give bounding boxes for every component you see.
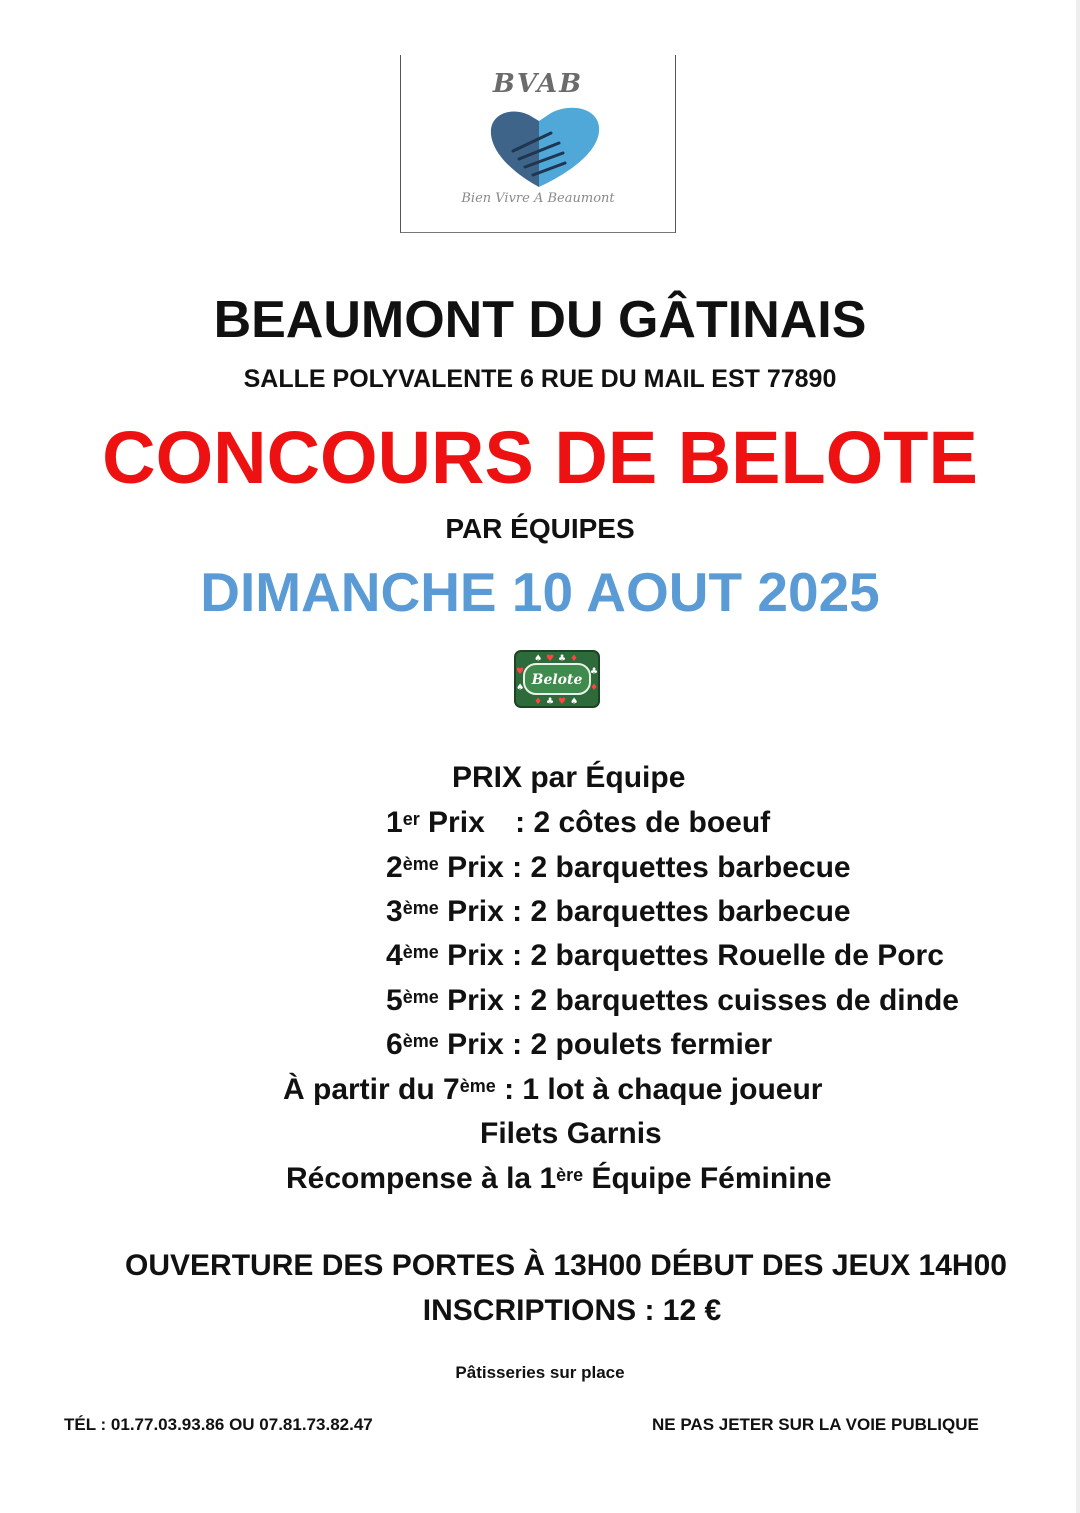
prize-line-4 bbox=[386, 938, 944, 974]
women-text: Équipe Féminine bbox=[591, 1162, 832, 1195]
svg-text:♣: ♣ bbox=[546, 697, 555, 707]
card-suits-icon bbox=[514, 650, 600, 708]
svg-text:♥: ♥ bbox=[546, 654, 555, 664]
page-edge bbox=[1076, 0, 1080, 1513]
women-prefix: Récompense à la 1 bbox=[286, 1162, 557, 1195]
prize-rank: 5 bbox=[386, 984, 403, 1017]
prize-text: 2 barquettes barbecue bbox=[530, 851, 851, 884]
prize-text: 2 barquettes Rouelle de Porc bbox=[530, 939, 944, 972]
prize-rank: 6 bbox=[386, 1028, 403, 1061]
prize-rank-suffix: ème bbox=[402, 987, 439, 1007]
svg-text:♦: ♦ bbox=[590, 683, 599, 693]
prize-rank-suffix: er bbox=[402, 809, 420, 829]
venue-address: SALLE POLYVALENTE 6 RUE DU MAIL EST 77890 bbox=[243, 365, 837, 393]
prize-rank: 1 bbox=[386, 806, 403, 839]
town-name: BEAUMONT DU GÂTINAIS bbox=[213, 291, 867, 349]
prize-line-seventh bbox=[283, 1072, 822, 1108]
opening-hours: OUVERTURE DES PORTES À 13H00 DÉBUT DES JEUX 14H00 bbox=[125, 1249, 1007, 1282]
seventh-text: : 1 lot à chaque joueur bbox=[504, 1073, 823, 1106]
prize-line-6 bbox=[386, 1027, 772, 1063]
badge-label: Belote bbox=[531, 672, 583, 688]
seventh-suffix: ème bbox=[459, 1076, 496, 1096]
prize-colon: : bbox=[512, 1028, 523, 1061]
prize-rank-suffix: ème bbox=[402, 854, 439, 874]
prize-word: Prix bbox=[447, 984, 504, 1017]
prize-line-3 bbox=[386, 894, 851, 930]
prize-rank: 2 bbox=[386, 851, 403, 884]
prize-text: 2 barquettes barbecue bbox=[530, 895, 851, 928]
event-date: DIMANCHE 10 AOUT 2025 bbox=[200, 561, 880, 623]
prize-text: 2 côtes de boeuf bbox=[533, 806, 771, 839]
svg-text:♣: ♣ bbox=[590, 667, 599, 677]
registration-fee: INSCRIPTIONS : 12 € bbox=[422, 1294, 722, 1327]
prize-word: Prix bbox=[428, 806, 485, 839]
prize-text: 2 poulets fermier bbox=[530, 1028, 773, 1061]
prize-rank: 4 bbox=[386, 939, 403, 972]
svg-text:♠: ♠ bbox=[516, 683, 525, 693]
svg-text:♥: ♥ bbox=[516, 667, 525, 677]
prize-rank: 3 bbox=[386, 895, 403, 928]
prizes-heading: PRIX par Équipe bbox=[452, 761, 686, 794]
logo-tagline: Bien Vivre A Beaumont bbox=[461, 191, 615, 206]
svg-text:♦: ♦ bbox=[570, 654, 579, 664]
svg-text:♠: ♠ bbox=[570, 697, 579, 707]
filets-garnis: Filets Garnis bbox=[480, 1117, 662, 1150]
prize-word: Prix bbox=[447, 895, 504, 928]
prize-rank-suffix: ème bbox=[402, 898, 439, 918]
svg-text:♦: ♦ bbox=[534, 697, 543, 707]
litter-notice: NE PAS JETER SUR LA VOIE PUBLIQUE bbox=[652, 1415, 979, 1434]
prize-word: Prix bbox=[447, 939, 504, 972]
prize-line-1 bbox=[386, 805, 770, 841]
prize-word: Prix bbox=[447, 1028, 504, 1061]
women-suffix: ère bbox=[556, 1165, 584, 1185]
event-title: CONCOURS DE BELOTE bbox=[102, 416, 978, 499]
prize-rank-suffix: ème bbox=[402, 1031, 439, 1051]
svg-text:♣: ♣ bbox=[558, 654, 567, 664]
event-format: PAR ÉQUIPES bbox=[445, 513, 635, 544]
belote-badge bbox=[514, 650, 600, 708]
prize-colon: : bbox=[512, 851, 523, 884]
prize-colon: : bbox=[512, 939, 523, 972]
seventh-prefix: À partir du 7 bbox=[283, 1073, 460, 1106]
prize-rank-suffix: ème bbox=[402, 942, 439, 962]
pastry-note: Pâtisseries sur place bbox=[455, 1363, 625, 1382]
prize-text: 2 barquettes cuisses de dinde bbox=[530, 984, 959, 1017]
women-team-award bbox=[286, 1161, 832, 1197]
association-logo bbox=[400, 55, 676, 233]
prize-line-2 bbox=[386, 850, 851, 886]
svg-text:♥: ♥ bbox=[558, 697, 567, 707]
prize-line-5 bbox=[386, 983, 959, 1019]
prize-colon: : bbox=[515, 806, 526, 839]
prize-word: Prix bbox=[447, 851, 504, 884]
prize-colon: : bbox=[512, 895, 523, 928]
phone-number: TÉL : 01.77.03.93.86 OU 07.81.73.82.47 bbox=[64, 1415, 373, 1434]
logo-initials: BVAB bbox=[492, 69, 584, 99]
prize-colon: : bbox=[512, 984, 523, 1017]
svg-text:♠: ♠ bbox=[534, 654, 543, 664]
